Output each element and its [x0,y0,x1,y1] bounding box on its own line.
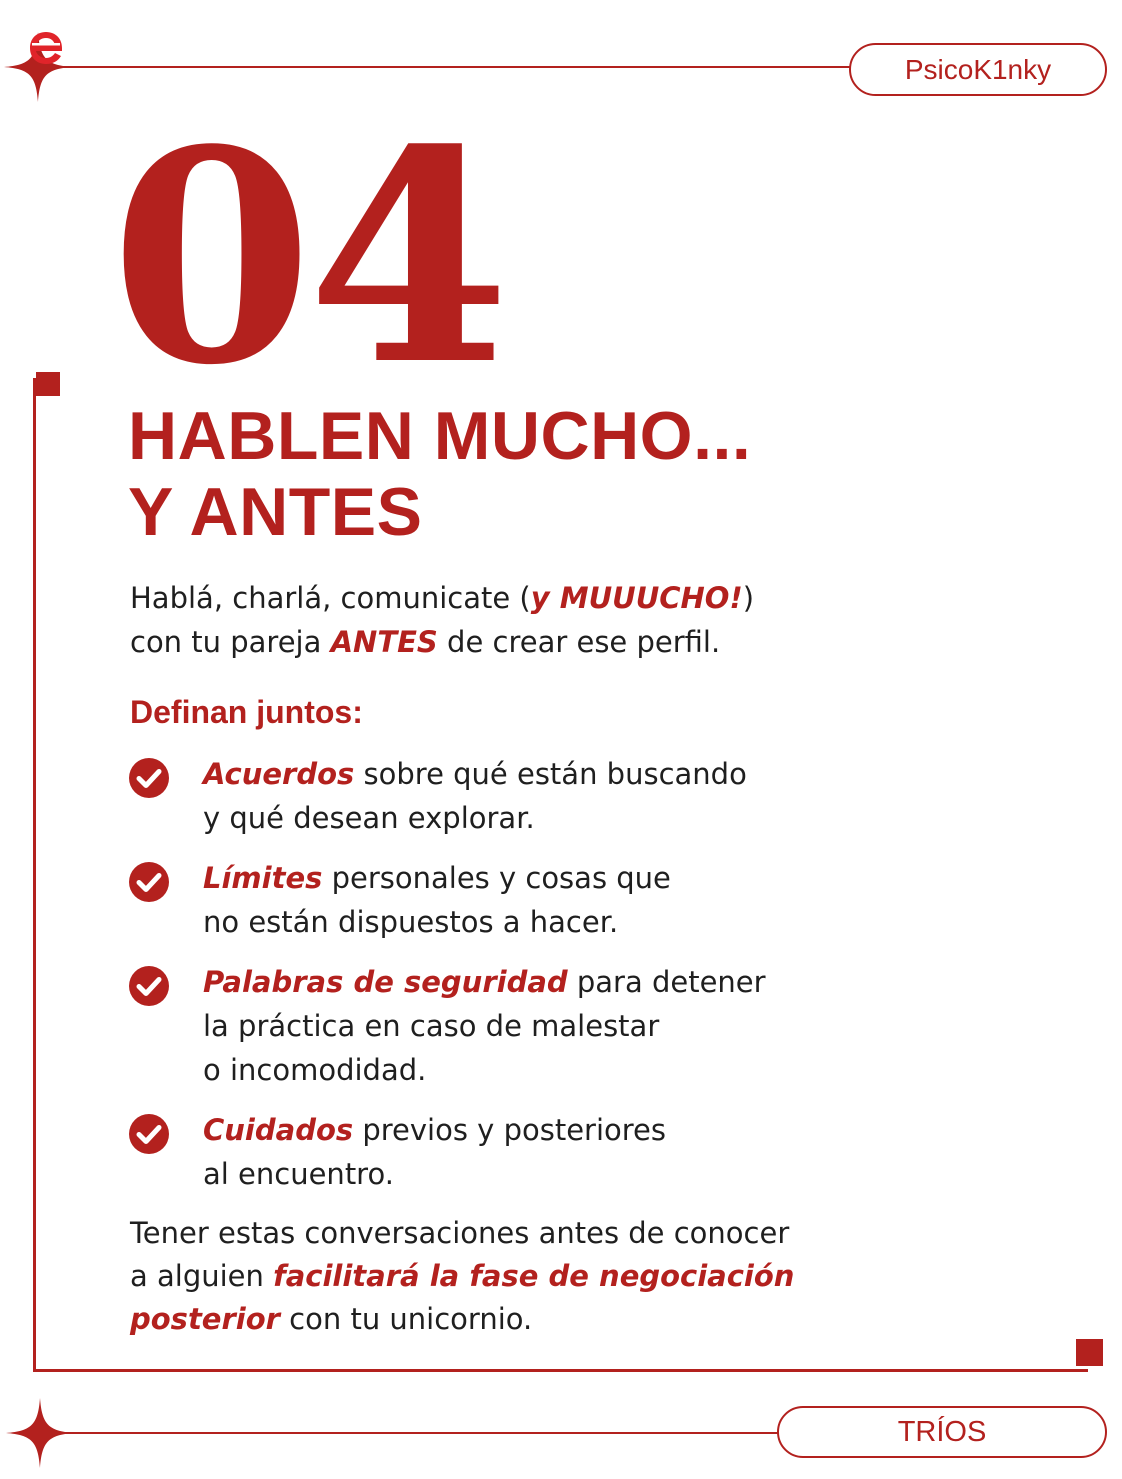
section-badge: TRÍOS [777,1406,1107,1458]
checklist-text-continued: al encuentro. [203,1157,394,1191]
outro-emphasis-1: facilitará la fase de negociación [273,1259,795,1293]
checklist-text: para detener [567,965,766,999]
e-logo-icon [28,30,64,66]
outro-end: con tu unicornio. [279,1302,533,1336]
frame-bottom-border [33,1369,1088,1372]
define-heading: Definan juntos: [130,694,363,730]
title-line-1: HABLEN MUCHO... [128,398,752,474]
intro-emphasis-2: ANTES [330,625,438,659]
intro-text-4: de crear ese perfil. [437,625,721,659]
checklist-item-cuidados [128,1108,848,1196]
title-line-2: Y ANTES [128,474,423,550]
check-circle-icon [128,757,170,799]
checklist-item-acuerdos [128,752,848,840]
checklist-text-continued: la práctica en caso de malestar [203,1009,660,1043]
checklist-keyword: Acuerdos [203,757,355,791]
frame-corner-square-top [36,372,60,396]
intro-text-1: Hablá, charlá, comunicate ( [130,581,531,615]
intro-paragraph [130,576,850,664]
check-circle-icon [128,1113,170,1155]
checklist-item-palabras-de-seguridad [128,960,848,1092]
outro-line-2-start: a alguien [130,1259,274,1293]
checklist-text-continued-2: o incomodidad. [203,1053,427,1087]
top-divider-line [38,66,850,68]
frame-corner-square-bottom [1076,1339,1103,1366]
outro-emphasis-2: posterior [130,1302,280,1336]
intro-text-3: con tu pareja [130,625,331,659]
closing-paragraph [130,1212,850,1341]
checklist-keyword: Palabras de seguridad [203,965,568,999]
checklist-keyword: Límites [203,861,323,895]
checklist-text-continued: no están dispuestos a hacer. [203,905,619,939]
page-title [128,398,751,550]
page-number: 04 [110,86,505,429]
check-circle-icon [128,861,170,903]
check-circle-icon [128,965,170,1007]
intro-text-2: ) [742,581,755,615]
sparkle-star-icon [6,1398,74,1468]
checklist-item-limites [128,856,848,944]
checklist-text: previos y posteriores [353,1113,666,1147]
checklist-text: personales y cosas que [322,861,671,895]
brand-badge: PsicoK1nky [849,43,1107,96]
frame-left-border [33,378,36,1372]
checklist-text: sobre qué están buscando [354,757,747,791]
checklist-keyword: Cuidados [203,1113,354,1147]
intro-emphasis-1: y MUUUCHO! [530,581,743,615]
outro-line-1: Tener estas conversaciones antes de conocer [130,1216,790,1250]
bottom-divider-line [40,1432,780,1434]
checklist-text-continued: y qué desean explorar. [203,801,535,835]
agreement-checklist [128,752,848,1196]
